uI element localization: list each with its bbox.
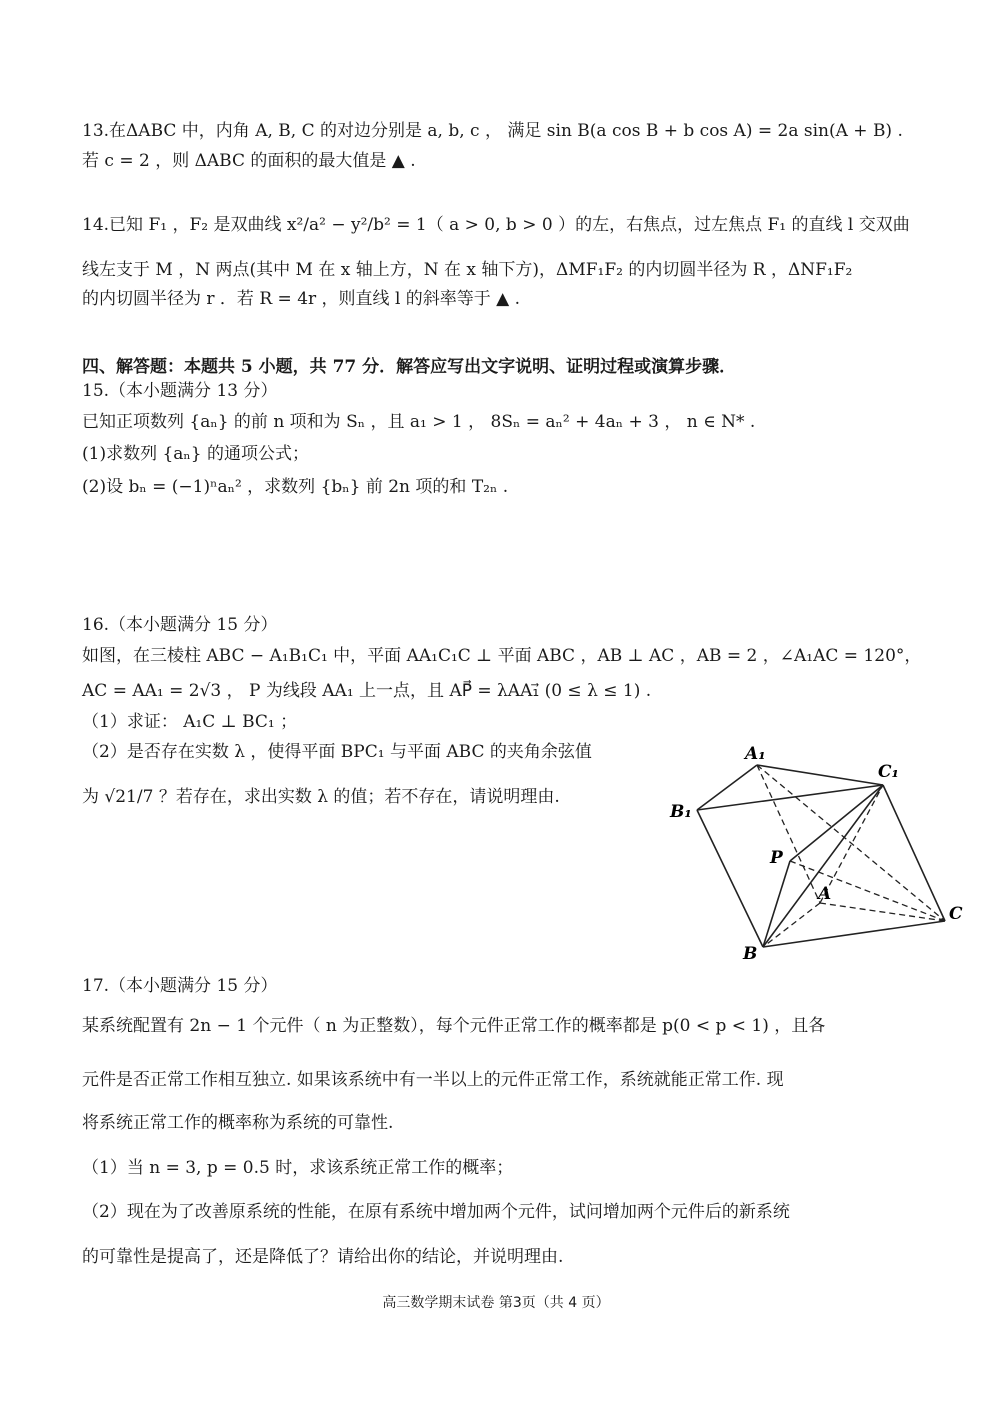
edge-BP (763, 861, 790, 947)
q16-line2: AC = AA₁ = 2√3 ， P 为线段 AA₁ 上一点，且 AP⃗ = λAA₁⃗ (0 ≤ λ ≤ 1) . (82, 681, 652, 701)
q13-line2: 若 c = 2 ，则 ΔABC 的面积的最大值是 ▲ . (82, 151, 416, 171)
q14-line3: 的内切圆半径为 r ．若 R = 4r ，则直线 l 的斜率等于 ▲ . (82, 289, 521, 309)
q14-line2: 线左支于 M ，N 两点(其中 M 在 x 轴上方，N 在 x 轴下方)，ΔMF₁F₂ 的内切圆半径为 R ，ΔNF₁F₂ (82, 260, 853, 280)
page-footer: 高三数学期末试卷 第3页（共 4 页） (382, 1295, 610, 1311)
q17-line2: 元件是否正常工作相互独立. 如果该系统中有一半以上的元件正常工作，系统就能正常工作. 现 (82, 1070, 784, 1090)
label-A: A (818, 884, 832, 904)
label-B1: B₁ (670, 802, 692, 822)
q13-line1: 13.在ΔABC 中，内角 A, B, C 的对边分别是 a, b, c ， 满足 sin B(a cos B + b cos A) = 2a sin(A + B) . (82, 121, 903, 141)
q15-head: 15.（本小题满分 13 分） (82, 381, 278, 401)
edge-A1C1 (757, 765, 883, 785)
label-C1: C₁ (878, 762, 899, 782)
q16-line4: （2）是否存在实数 λ ，使得平面 BPC₁ 与平面 ABC 的夹角余弦值 (82, 742, 592, 762)
edge-B1B (697, 810, 763, 947)
q16-line5: 为 √21/7 ？若存在，求出实数 λ 的值；若不存在，请说明理由. (82, 787, 560, 807)
q17-head: 17.（本小题满分 15 分） (82, 976, 278, 996)
q17-line4: （1）当 n = 3, p = 0.5 时，求该系统正常工作的概率； (82, 1158, 514, 1178)
prism-figure (665, 735, 975, 965)
q15-line2: (1)求数列 {aₙ} 的通项公式； (82, 444, 310, 464)
q16-head: 16.（本小题满分 15 分） (82, 615, 278, 635)
q17-line1: 某系统配置有 2n − 1 个元件（ n 为正整数），每个元件正常工作的概率都是 p(0 < p < 1) ，且各 (82, 1016, 826, 1036)
q17-line6: 的可靠性是提高了，还是降低了？请给出你的结论，并说明理由. (82, 1247, 564, 1267)
q16-line3: （1）求证： A₁C ⊥ BC₁ ； (82, 712, 298, 732)
label-C: C (949, 904, 963, 924)
q17-line3: 将系统正常工作的概率称为系统的可靠性. (82, 1113, 394, 1133)
label-A1: A₁ (745, 744, 766, 764)
edge-A1C (757, 765, 945, 921)
q15-line1: 已知正项数列 {aₙ} 的前 n 项和为 Sₙ ，且 a₁ > 1 ， 8Sₙ = aₙ² + 4aₙ + 3 ， n ∈ N* . (82, 412, 756, 432)
q16-line1: 如图，在三棱柱 ABC − A₁B₁C₁ 中，平面 AA₁C₁C ⊥ 平面 ABC ，AB ⊥ AC ，AB = 2 ，∠A₁AC = 120°， (82, 646, 922, 666)
label-P: P (770, 848, 783, 868)
q17-line5: （2）现在为了改善原系统的性能，在原有系统中增加两个元件，试问增加两个元件后的新系统 (82, 1202, 790, 1222)
edge-C1C (883, 785, 945, 921)
q14-line1: 14.已知 F₁ ，F₂ 是双曲线 x²/a² − y²/b² = 1（ a > 0, b > 0 ）的左，右焦点，过左焦点 F₁ 的直线 l 交双曲 (82, 215, 910, 235)
q15-line3: (2)设 bₙ = (−1)ⁿaₙ² ，求数列 {bₙ} 前 2n 项的和 T₂ₙ . (82, 477, 509, 497)
label-B: B (743, 944, 758, 964)
section-heading: 四、解答题：本题共 5 小题，共 77 分．解答应写出文字说明、证明过程或演算步骤． (82, 357, 737, 377)
edge-BC (763, 921, 945, 947)
